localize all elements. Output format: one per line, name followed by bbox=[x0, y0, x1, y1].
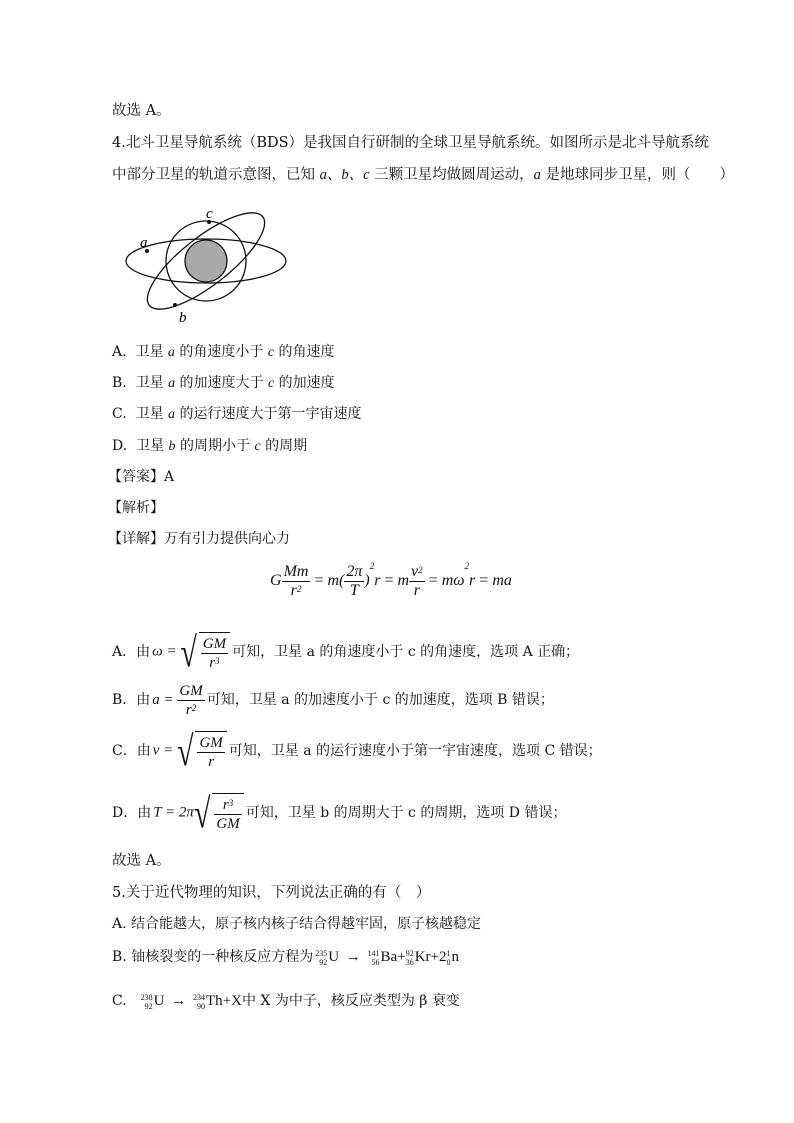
q4-option-b bbox=[112, 373, 335, 394]
option-key: B. bbox=[112, 375, 127, 391]
detail-label: 【详解】 bbox=[108, 531, 164, 547]
decay-equation: 238 92 U → 234 90 Th+X bbox=[140, 992, 242, 1011]
option-text: 卫星 bbox=[135, 344, 168, 360]
explanation-text: 可知，卫星 b 的周期大于 c 的周期，选项 D 错误； bbox=[245, 805, 567, 821]
satellite-a-label: a bbox=[140, 235, 148, 251]
explanation-c bbox=[112, 728, 602, 775]
q4-stem-text-c: 是地球同步卫星，则（ ） bbox=[540, 167, 735, 183]
option-var: a bbox=[167, 345, 175, 360]
q4-stem-text-b: 三颗卫星均做圆周运动， bbox=[369, 167, 534, 183]
detail-line bbox=[108, 529, 290, 549]
option-var: c bbox=[268, 376, 275, 391]
explanation-text: 可知，卫星 a 的角速度小于 c 的角速度，选项 A 正确； bbox=[232, 644, 580, 660]
option-text: 的周期 bbox=[260, 438, 308, 454]
option-text: 卫星 bbox=[135, 406, 169, 422]
earth bbox=[185, 240, 227, 282]
q4-option-d bbox=[112, 436, 307, 457]
option-text: 中 X 为中子，核反应类型为 β 衰变 bbox=[241, 993, 460, 1009]
main-formula: G $\frac{Mm}{r^2}$ = m( $\frac{2\pi}{T}$ )$^2$r = m $\frac{v^2}{r}$ = $m\omega^2r$ = ma bbox=[270, 561, 512, 599]
satellite-c-label: c bbox=[206, 206, 213, 222]
q5-stem: 5.关于近代物理的知识，下列说法正确的有（ ） bbox=[112, 885, 431, 901]
answer-value: A bbox=[164, 469, 175, 485]
q4-stem-text-a: 中部分卫星的轨道示意图，已知 bbox=[112, 167, 320, 183]
option-text: 卫星 bbox=[136, 438, 169, 454]
q4-option-c bbox=[112, 404, 361, 425]
option-text: B. 铀核裂变的一种核反应方程为 bbox=[112, 949, 314, 965]
q4-conclusion: 故选 A。 bbox=[112, 853, 171, 869]
option-text: 的加速度大于 bbox=[175, 375, 269, 391]
option-var: a bbox=[168, 376, 176, 391]
option-text: 的角速度 bbox=[274, 344, 335, 360]
prev-conclusion: 故选 A。 bbox=[112, 103, 171, 119]
formula-omega: ω = √ $\frac{GM}{r^3}$ bbox=[152, 632, 230, 672]
q4-stem-line1: 4.北斗卫星导航系统（BDS）是我国自行研制的全球卫星导航系统。如图所示是北斗导航系统 bbox=[112, 135, 710, 151]
option-key: C. bbox=[112, 993, 127, 1009]
fission-equation: 235 92 U → 141 56 Ba+ 92 36 Kr+2 1 0 n bbox=[315, 948, 459, 967]
option-text: 的周期小于 bbox=[175, 438, 255, 454]
option-var: c bbox=[267, 345, 275, 360]
q4-stem-line2 bbox=[112, 165, 734, 185]
option-var: a bbox=[168, 407, 176, 422]
satellite-b-dot bbox=[173, 303, 177, 307]
explanation-key: D．由 bbox=[112, 805, 152, 821]
explanation-text: 可知，卫星 a 的运行速度小于第一宇宙速度，选项 C 错误； bbox=[228, 743, 602, 759]
explanation-key: A．由 bbox=[112, 644, 151, 660]
formula-velocity: v = √ $\frac{GM}{r}$ bbox=[153, 731, 227, 771]
satellite-b-label: b bbox=[179, 310, 187, 325]
option-text: 卫星 bbox=[135, 375, 169, 391]
orbit-figure bbox=[120, 205, 295, 325]
option-key: A. bbox=[112, 344, 127, 360]
option-text: 的角速度小于 bbox=[174, 344, 268, 360]
explanation-a bbox=[112, 629, 580, 676]
option-var: c bbox=[254, 439, 261, 454]
option-text: 的运行速度大于第一宇宙速度 bbox=[175, 406, 362, 422]
q4-stem-var-a: a bbox=[533, 167, 541, 183]
option-var: b bbox=[168, 439, 176, 454]
q4-stem-vars: a、b、c bbox=[319, 167, 370, 183]
q5-option-b bbox=[112, 947, 459, 967]
option-key: C. bbox=[112, 406, 127, 422]
q4-option-a bbox=[112, 342, 335, 363]
explanation-key: B．由 bbox=[112, 692, 151, 708]
q5-option-a: A. 结合能越大，原子核内核子结合得越牢固，原子核越稳定 bbox=[112, 916, 482, 932]
formula-accel: a = $\frac{GM}{r^2}$ bbox=[152, 682, 203, 718]
explanation-key: C．由 bbox=[112, 743, 151, 759]
option-key: D. bbox=[112, 438, 128, 454]
explanation-text: 可知，卫星 a 的加速度小于 c 的加速度，选项 B 错误； bbox=[206, 692, 554, 708]
explanation-b bbox=[112, 683, 554, 717]
answer-label: 【答案】 bbox=[108, 469, 164, 485]
explanation-d bbox=[112, 790, 567, 837]
option-text: 的加速度 bbox=[274, 375, 335, 391]
detail-text: 万有引力提供向心力 bbox=[164, 531, 290, 547]
formula-period: T = 2π√ $\frac{r^3}{GM}$ bbox=[153, 793, 244, 833]
answer-line bbox=[108, 467, 174, 487]
q5-option-c bbox=[112, 991, 460, 1011]
analysis-label: 【解析】 bbox=[108, 500, 164, 516]
